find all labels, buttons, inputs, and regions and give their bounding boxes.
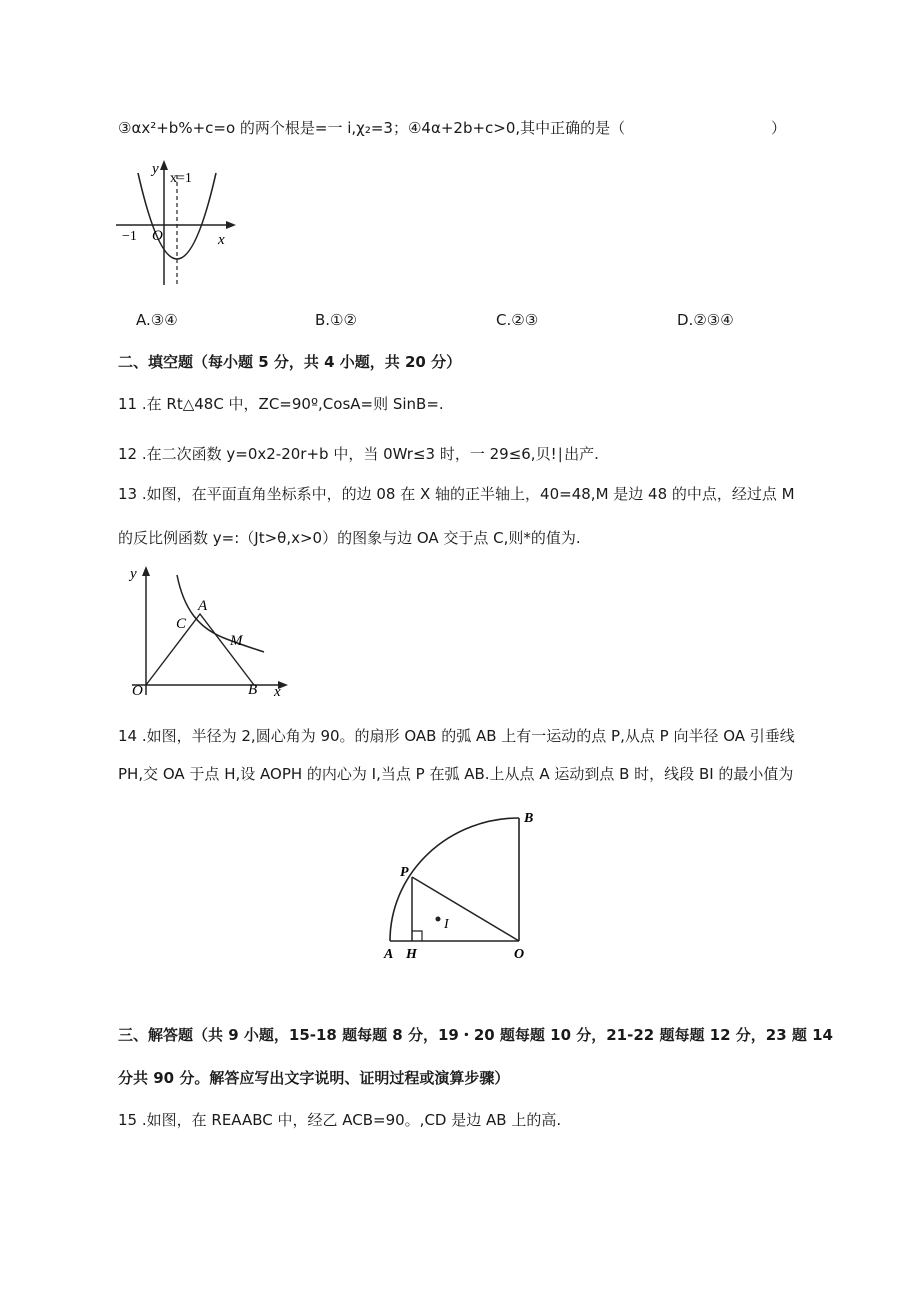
sector-point-b-label: B	[524, 811, 534, 826]
q10-text: ③αx²+b%+c=o 的两个根是=一 i,χ₂=3；④4α+2b+c>0,其中正确的是（	[118, 119, 626, 137]
hyperbola-point-b-label: B	[248, 682, 258, 698]
hyperbola-point-c-label: C	[176, 616, 187, 632]
hyperbola-figure	[114, 560, 294, 700]
sector-point-i-label: I	[444, 917, 449, 932]
sector-point-o-label: O	[514, 947, 525, 962]
sector-figure	[378, 806, 538, 966]
q10-close-paren: ）	[771, 119, 787, 137]
option-a: A.③④	[136, 311, 178, 329]
hyperbola-origin-label: O	[132, 683, 143, 699]
parabola-origin-label: O	[152, 228, 163, 244]
question-12: 12 .在二次函数 y=0x2-20r+b 中，当 0Wr≤3 时，一 29≤6,贝!∣出产.	[118, 445, 599, 463]
hyperbola-x-label: x	[274, 684, 281, 700]
question-15: 15 .如图，在 REAABC 中，经乙 ACB=90。,CD 是边 AB 上的高.	[118, 1111, 562, 1129]
section-3-heading-line2: 分共 90 分。解答应写出文字说明、证明过程或演算步骤）	[118, 1069, 510, 1087]
q10-line	[118, 118, 625, 138]
option-d: D.②③④	[677, 311, 734, 329]
hyperbola-point-m-label: M	[230, 633, 243, 649]
parabola-y-label: y	[152, 161, 159, 177]
section-3-heading-line1: 三、解答题（共 9 小题，15-18 题每题 8 分，19・20 题每题 10 分，21-22 题每题 12 分，23 题 14	[118, 1026, 833, 1044]
sector-point-h-label: H	[406, 947, 417, 962]
question-11: 11 .在 Rt△48C 中，ZC=90º,CosA=则 SinB=.	[118, 395, 444, 413]
parabola-neg-one-label: −1	[122, 229, 137, 244]
question-14-line2: PH,交 OA 于点 H,设 AOPH 的内心为 I,当点 P 在弧 AB.上从点 A 运动到点 B 时，线段 BI 的最小值为	[118, 765, 794, 783]
parabola-symmetry-label: x=1	[170, 171, 192, 186]
option-c: C.②③	[496, 311, 539, 329]
section-2-heading: 二、填空题（每小题 5 分，共 4 小题，共 20 分）	[118, 353, 462, 371]
sector-point-p-label: P	[400, 865, 409, 880]
question-13-line2: 的反比例函数 y=:（Jt>θ,x>0）的图象与边 OA 交于点 C,则*的值为.	[118, 529, 581, 547]
option-b: B.①②	[315, 311, 357, 329]
question-14-line1: 14 .如图，半径为 2,圆心角为 90。的扇形 OAB 的弧 AB 上有一运动的点 P,从点 P 向半径 OA 引垂线	[118, 727, 795, 745]
parabola-figure	[112, 155, 247, 290]
hyperbola-y-label: y	[130, 566, 137, 582]
parabola-x-label: x	[218, 232, 225, 248]
sector-point-a-label: A	[384, 947, 394, 962]
hyperbola-point-a-label: A	[198, 598, 208, 614]
question-13-line1: 13 .如图，在平面直角坐标系中，的边 08 在 X 轴的正半轴上，40=48,M 是边 48 的中点，经过点 M	[118, 485, 795, 503]
